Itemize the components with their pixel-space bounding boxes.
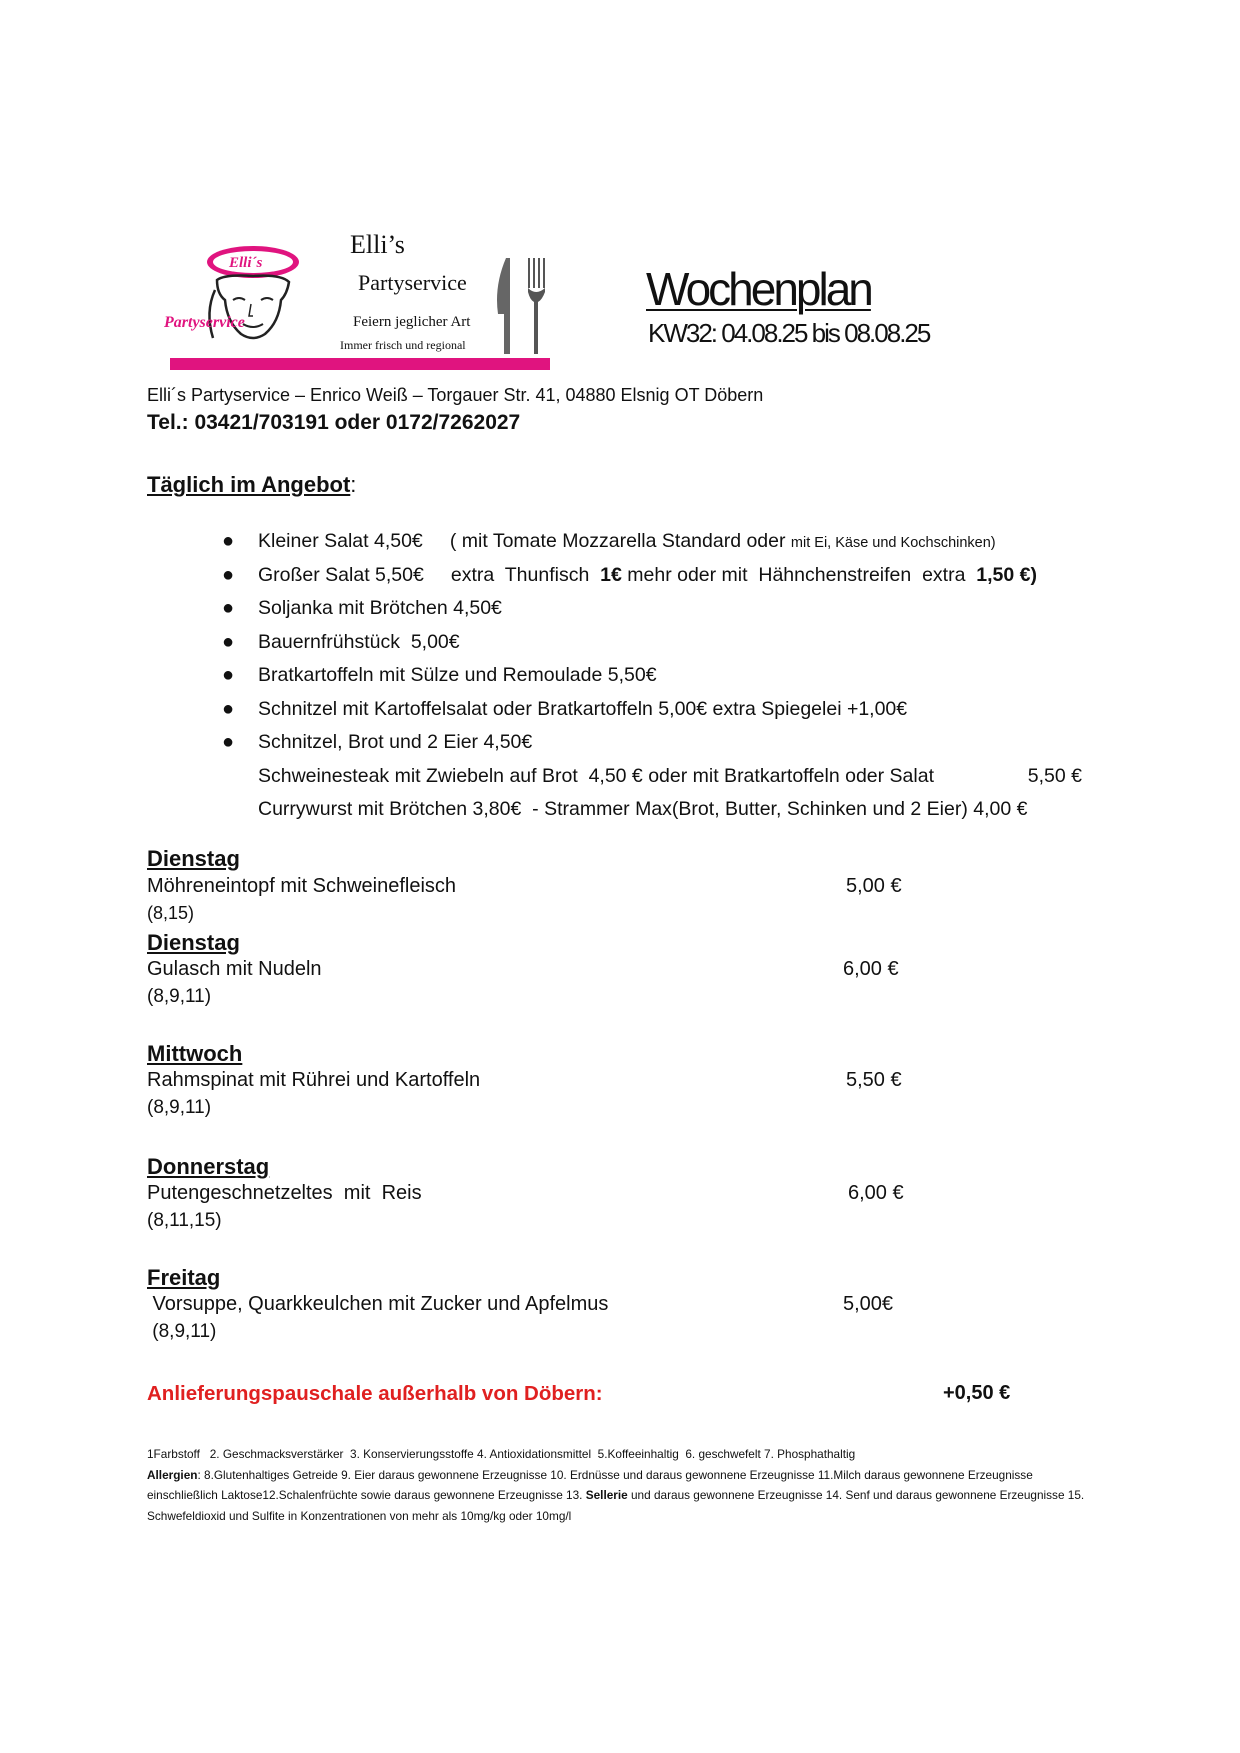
bullet-icon: ●	[222, 697, 235, 720]
menu-price: 6,00 €	[843, 958, 899, 980]
allergens-label: Allergien	[147, 1467, 198, 1482]
item-text: Schweinesteak mit Zwiebeln auf Brot 4,50 € oder mit Bratkartoffeln oder Salat	[258, 764, 934, 787]
list-item	[222, 726, 1122, 760]
phone-line: Tel.: 03421/703191 oder 0172/7262027	[147, 411, 521, 434]
menu-dish: Gulasch mit Nudeln	[147, 958, 322, 980]
menu-allergens: (8,11,15)	[147, 1210, 222, 1231]
daily-heading-colon: :	[350, 472, 357, 497]
list-item	[222, 659, 1122, 693]
daily-offer-heading	[147, 472, 356, 498]
page-title: Wochenplan	[646, 263, 871, 315]
bullet-icon: ●	[222, 664, 235, 686]
logo-brand-line2: Partyservice	[358, 270, 467, 295]
allergens-sellerie: Sellerie	[585, 1488, 628, 1502]
item-text: Bauernfrühstück 5,00€	[258, 630, 460, 653]
allergens-text: : 8.Glutenhaltiges Getreide 9. Eier daraus gewonnene Erzeugnisse 10. Erdnüsse und daraus gewonnene Erzeugnisse 11.Milch daraus gewonnene Erzeugnisse einschließlich Laktose12.Schalenfrüchte sowie daraus gewonnene Erzeugnisse 13.	[147, 1467, 1033, 1502]
bullet-icon: ●	[222, 597, 235, 619]
item-text: Schnitzel mit Kartoffelsalat oder Bratkartoffeln 5,00€ extra Spiegelei +1,00€	[258, 697, 908, 720]
bullet-icon: ●	[222, 530, 235, 552]
menu-price: 6,00 €	[848, 1182, 904, 1204]
list-item	[222, 626, 1122, 660]
item-text: Currywurst mit Brötchen 3,80€ - Strammer Max(Brot, Butter, Schinken und 2 Eier) 4,00 €	[258, 797, 1028, 820]
logo-slogan: Feiern jeglicher Art	[353, 314, 471, 330]
knife-fork-icon	[492, 256, 552, 356]
logo-badge-text: Elli´s	[229, 255, 263, 271]
menu-dish: Möhreneintopf mit Schweinefleisch	[147, 875, 457, 897]
menu-day-heading: Freitag	[147, 1265, 221, 1290]
item-text: Soljanka mit Brötchen 4,50€	[258, 597, 502, 619]
list-item	[222, 525, 1122, 559]
list-item	[222, 693, 1122, 727]
item-bold-price: 1€	[600, 563, 622, 586]
item-price: 5,50 €	[1027, 764, 1082, 787]
menu-dish: Rahmspinat mit Rührei und Kartoffeln	[147, 1069, 481, 1091]
list-item	[222, 760, 1122, 793]
additives-line: 1Farbstoff 2. Geschmacksverstärker 3. Konservierungsstoffe 4. Antioxidationsmittel 5.Koffeeinhaltig 6. geschwefelt 7. Phosphathaltig	[147, 1447, 856, 1461]
logo-accent-bar	[170, 358, 550, 370]
menu-day-heading: Dienstag	[147, 846, 240, 871]
bullet-icon: ●	[222, 630, 235, 653]
menu-allergens: (8,9,11)	[147, 986, 212, 1007]
item-small-text: mit Ei, Käse und Kochschinken)	[790, 535, 996, 551]
allergens-block	[147, 1465, 1097, 1527]
delivery-fee-price: +0,50 €	[943, 1382, 1011, 1404]
list-item	[222, 559, 1122, 593]
item-text: Großer Salat 5,50€ extra Thunfisch	[258, 563, 601, 586]
item-text: Schnitzel, Brot und 2 Eier 4,50€	[258, 731, 533, 753]
menu-allergens: (8,9,11)	[147, 1097, 212, 1118]
list-item	[222, 793, 1122, 826]
logo-slogan-2: Immer frisch und regional	[340, 338, 466, 352]
allergen-footnote	[147, 1444, 1097, 1526]
logo-brand-name: Elli’s	[350, 230, 405, 259]
delivery-fee-label: Anlieferungspauschale außerhalb von Döbern:	[147, 1382, 603, 1405]
daily-offer-list	[222, 525, 1122, 826]
bullet-icon: ●	[222, 563, 235, 586]
item-text-cont: mehr oder mit Hähnchenstreifen extra	[621, 563, 977, 586]
logo-badge-sub: Partyservice	[164, 314, 245, 331]
menu-allergens: (8,9,11)	[147, 1321, 217, 1342]
menu-day-heading: Mittwoch	[147, 1041, 243, 1066]
week-range: KW32: 04.08.25 bis 08.08.25	[648, 318, 930, 348]
bullet-icon: ●	[222, 731, 235, 753]
menu-allergens: (8,15)	[147, 903, 195, 923]
menu-day-heading: Donnerstag	[147, 1154, 270, 1179]
list-item	[222, 592, 1122, 626]
item-bold-price-2: 1,50 €)	[976, 563, 1037, 586]
logo	[164, 230, 555, 375]
menu-day-heading: Dienstag	[147, 930, 240, 955]
menu-dish: Vorsuppe, Quarkkeulchen mit Zucker und Apfelmus	[147, 1293, 609, 1315]
address-line: Elli´s Partyservice – Enrico Weiß – Torgauer Str. 41, 04880 Elsnig OT Döbern	[147, 385, 764, 405]
chef-face-icon	[195, 242, 305, 350]
menu-price: 5,50 €	[846, 1069, 902, 1091]
item-text: Kleiner Salat 4,50€ ( mit Tomate Mozzarella Standard oder	[258, 530, 791, 552]
menu-dish: Putengeschnetzeltes mit Reis	[147, 1182, 422, 1204]
daily-heading-text: Täglich im Angebot	[147, 472, 351, 497]
menu-price: 5,00€	[843, 1293, 894, 1315]
menu-price: 5,00 €	[846, 875, 902, 897]
allergens-text-cont: und daraus gewonnene Erzeugnisse 14. Senf und daraus gewonnene Erzeugnisse 15. Schwefeldioxid und Sulfite in Konzentrationen von mehr als 10mg/kg oder 10mg/l	[147, 1488, 1085, 1523]
item-text: Bratkartoffeln mit Sülze und Remoulade 5,50€	[258, 664, 657, 686]
